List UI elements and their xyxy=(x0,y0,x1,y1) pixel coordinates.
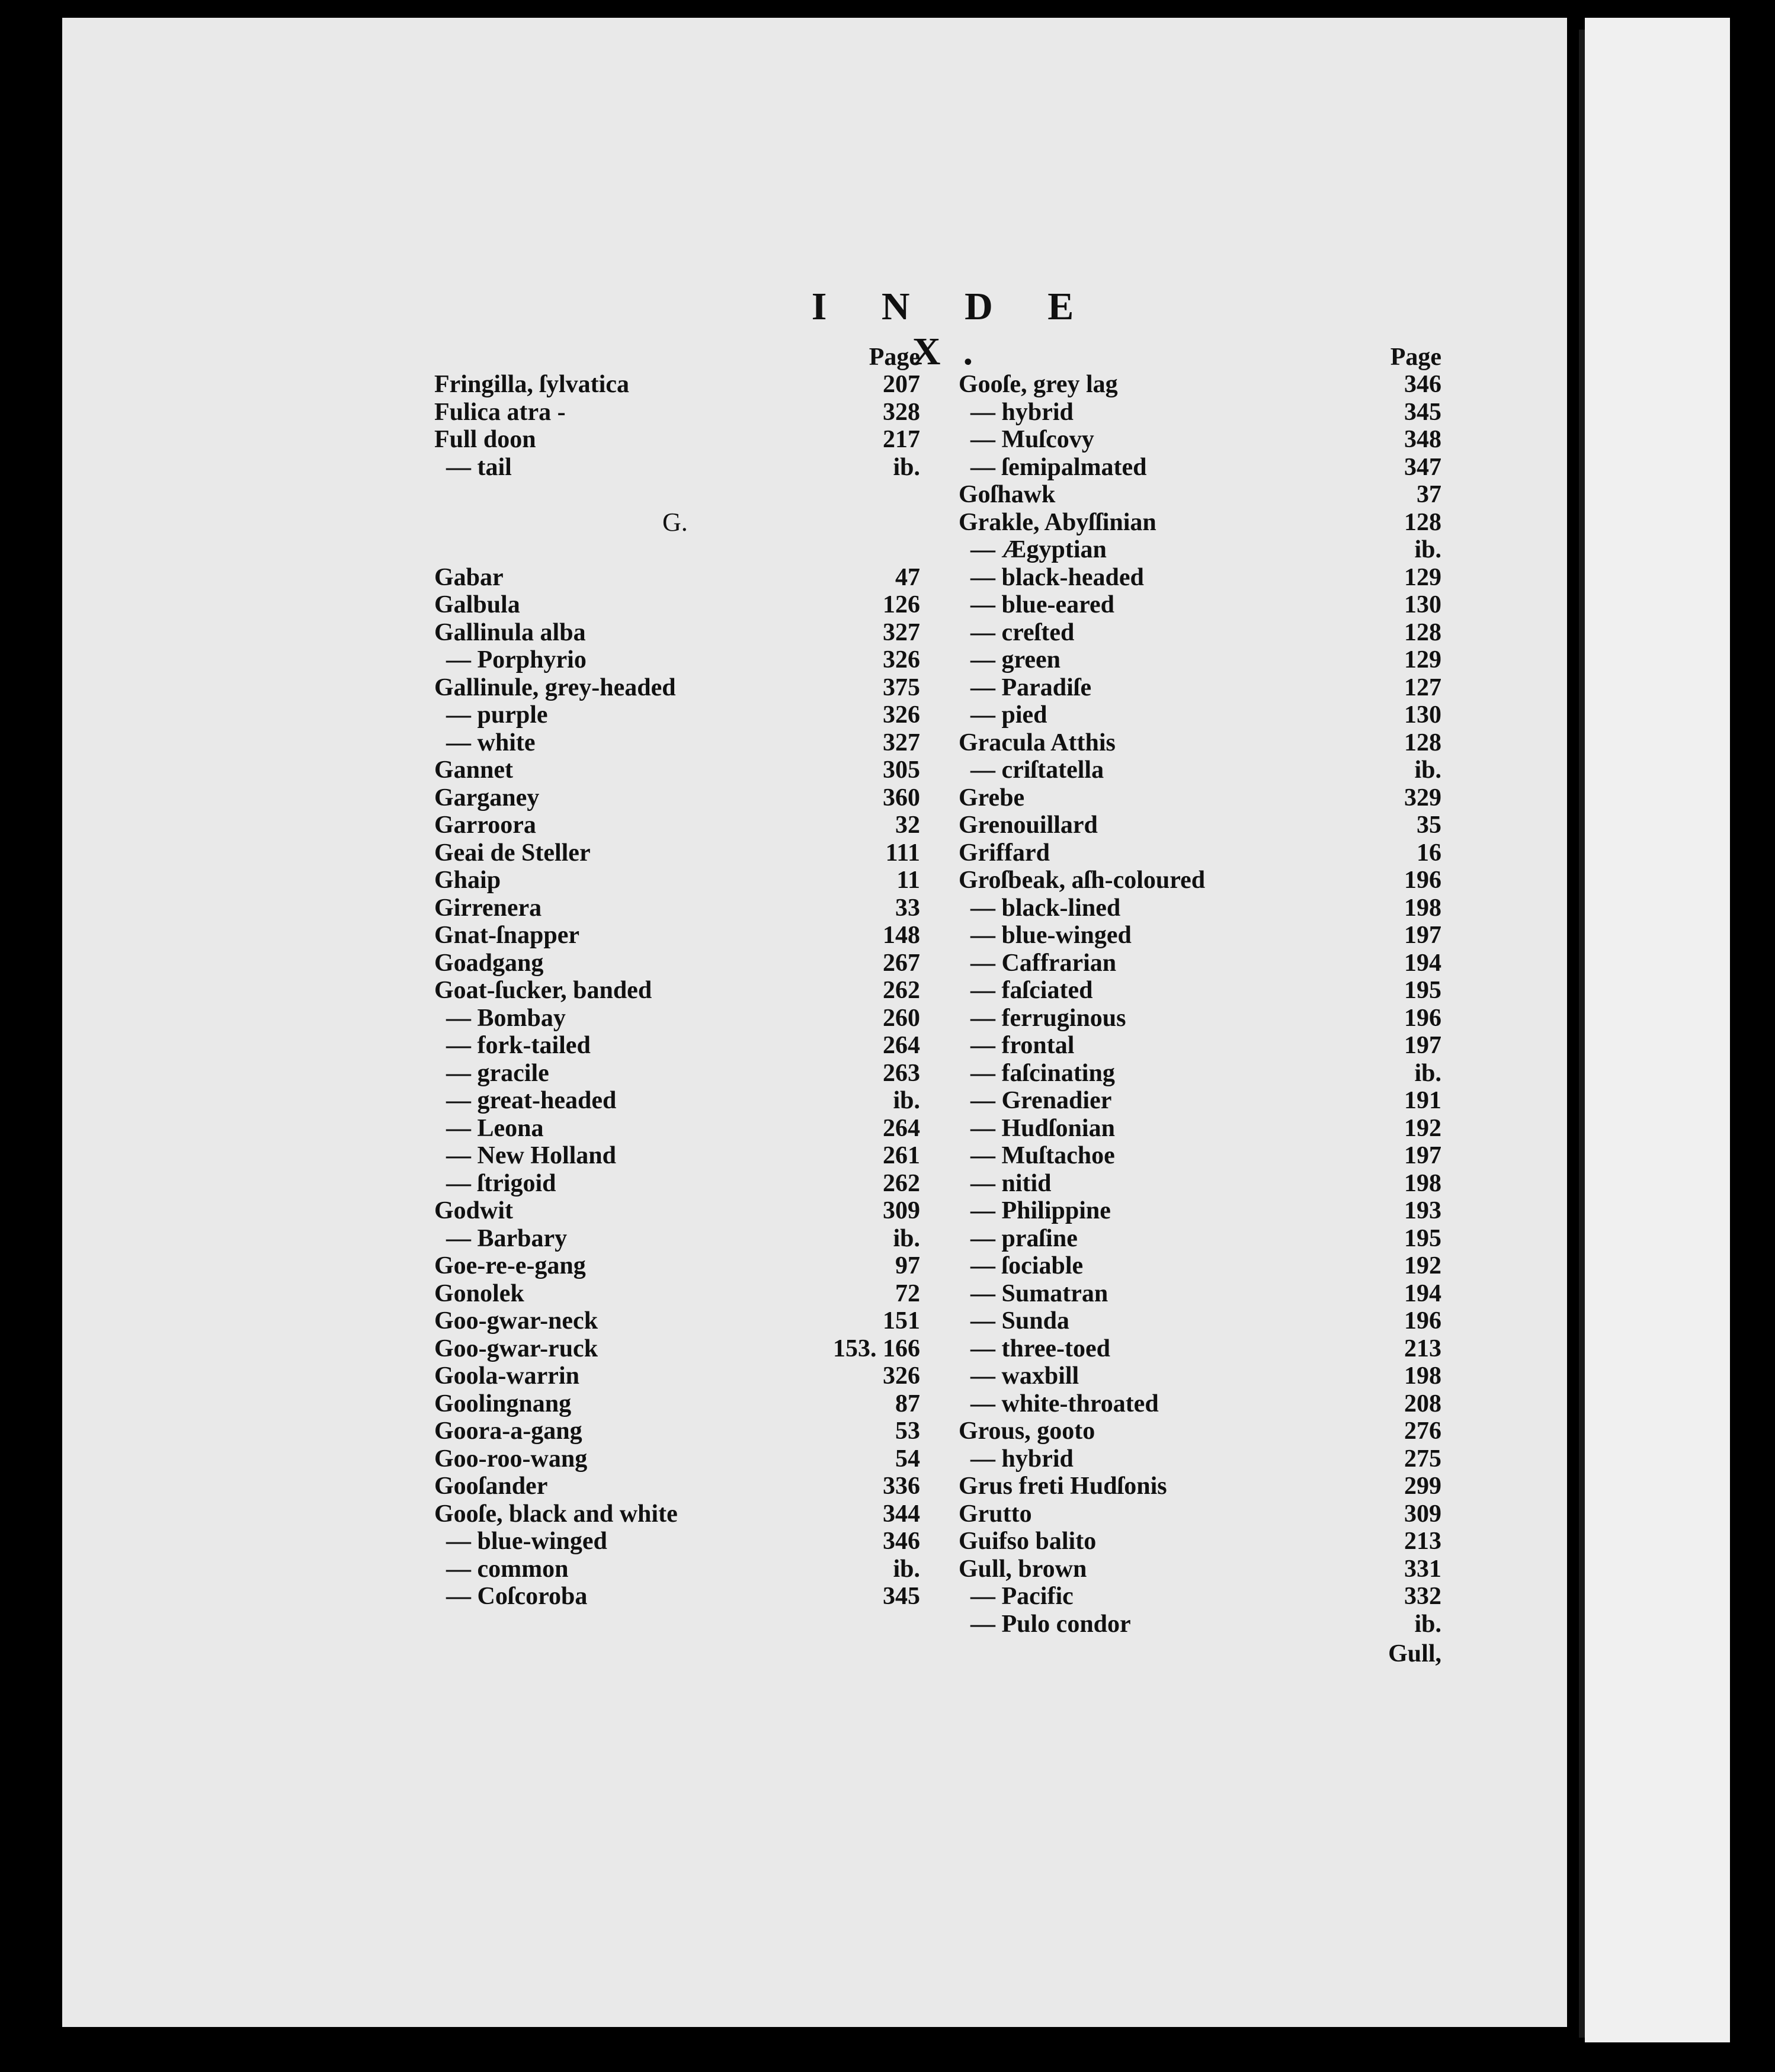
entry-term: — great-headed xyxy=(446,1087,617,1114)
index-entry xyxy=(959,646,1441,674)
index-entry xyxy=(959,1555,1441,1583)
index-entry xyxy=(959,1115,1441,1143)
entry-page: 309 xyxy=(1404,1500,1441,1528)
entry-term: — waxbill xyxy=(970,1362,1079,1390)
index-entry xyxy=(434,1417,920,1445)
entry-page: 207 xyxy=(883,371,920,398)
entry-term: — Barbary xyxy=(446,1224,568,1252)
entry-term: Goo-gwar-neck xyxy=(434,1307,598,1335)
entry-page: ib. xyxy=(893,453,920,481)
index-entry xyxy=(434,701,920,729)
entry-term: — common xyxy=(446,1555,569,1583)
entry-page: 126 xyxy=(883,591,920,618)
index-entry xyxy=(434,399,920,426)
entry-page: 344 xyxy=(883,1500,920,1528)
entry-term: Goe-re-e-gang xyxy=(434,1252,586,1279)
index-entry xyxy=(434,756,920,784)
entry-term: — ſtrigoid xyxy=(446,1169,556,1197)
index-entry xyxy=(959,867,1441,894)
index-entry xyxy=(434,1060,920,1088)
entry-term: — Philippine xyxy=(970,1197,1111,1224)
index-entry xyxy=(434,564,920,592)
entry-page: 360 xyxy=(883,784,920,812)
entry-term: Gnat-ſnapper xyxy=(434,922,580,949)
index-entry xyxy=(959,1225,1441,1253)
index-entry xyxy=(434,1528,920,1555)
index-entry xyxy=(434,646,920,674)
index-entry xyxy=(434,536,920,564)
entry-term: Godwit xyxy=(434,1197,514,1224)
entry-term: — black-lined xyxy=(970,894,1121,922)
entry-term: Goola-warrin xyxy=(434,1362,579,1390)
index-entry xyxy=(959,1060,1441,1088)
index-entry xyxy=(959,977,1441,1005)
index-entry xyxy=(959,894,1441,922)
entry-term: — white-throated xyxy=(970,1390,1159,1417)
index-entry xyxy=(434,950,920,977)
entry-term: — blue-winged xyxy=(970,922,1132,949)
entry-page: 197 xyxy=(1404,1032,1441,1059)
entry-term: Gooſe, grey lag xyxy=(959,371,1118,398)
entry-page: 327 xyxy=(883,618,920,646)
section-letter xyxy=(434,509,920,537)
entry-page: 192 xyxy=(1404,1114,1441,1142)
index-entry xyxy=(434,454,920,482)
index-entry xyxy=(434,977,920,1005)
entry-term: — praſine xyxy=(970,1224,1078,1252)
entry-term: — Caffrarian xyxy=(970,949,1117,977)
entry-term: Fulica atra - xyxy=(434,398,566,426)
index-entry xyxy=(959,509,1441,537)
entry-term: Geai de Steller xyxy=(434,839,591,867)
entry-term: Griffard xyxy=(959,839,1050,867)
entry-term: Grous, gooto xyxy=(959,1417,1095,1445)
entry-page: 213 xyxy=(1404,1528,1441,1555)
entry-term: — pied xyxy=(970,701,1047,729)
entry-page: ib. xyxy=(893,1087,920,1114)
index-entry xyxy=(434,481,920,509)
catchword: Gull, xyxy=(1388,1640,1441,1667)
entry-page: 130 xyxy=(1404,701,1441,729)
entry-term: — ſemipalmated xyxy=(970,453,1147,481)
index-entry xyxy=(959,426,1441,454)
entry-page: 35 xyxy=(1417,812,1441,839)
index-entry xyxy=(959,1583,1441,1611)
entry-page: 328 xyxy=(883,398,920,426)
entry-term: Gallinule, grey-headed xyxy=(434,673,676,701)
entry-page: 128 xyxy=(1404,618,1441,646)
entry-term: — gracile xyxy=(446,1059,549,1087)
entry-term: Gull, brown xyxy=(959,1555,1087,1583)
index-entry xyxy=(434,426,920,454)
entry-term: Guifso balito xyxy=(959,1528,1097,1555)
entry-page: ib. xyxy=(1414,756,1441,784)
entry-page: 129 xyxy=(1404,563,1441,591)
index-entry xyxy=(959,1362,1441,1390)
entry-page: 326 xyxy=(883,701,920,729)
entry-page: 127 xyxy=(1404,673,1441,701)
entry-term: — Leona xyxy=(446,1114,544,1142)
entry-page: 331 xyxy=(1404,1555,1441,1583)
index-entry xyxy=(434,1362,920,1390)
entry-term: Garganey xyxy=(434,784,540,812)
entry-term: — hybrid xyxy=(970,1445,1074,1473)
entry-page: 345 xyxy=(1404,398,1441,426)
entry-page: 198 xyxy=(1404,1169,1441,1197)
entry-page: 195 xyxy=(1404,1224,1441,1252)
entry-page: 53 xyxy=(895,1417,920,1445)
entry-page: 348 xyxy=(1404,426,1441,453)
index-entry xyxy=(434,674,920,702)
entry-page: 151 xyxy=(883,1307,920,1335)
index-entry xyxy=(434,371,920,399)
index-entry xyxy=(959,729,1441,757)
page-column-header: Page xyxy=(869,344,920,371)
entry-page: 213 xyxy=(1404,1335,1441,1362)
index-entry xyxy=(434,1280,920,1308)
index-entry xyxy=(434,812,920,839)
entry-page: 346 xyxy=(883,1528,920,1555)
entry-page: 195 xyxy=(1404,977,1441,1004)
entry-page: 11 xyxy=(896,867,920,894)
index-entry xyxy=(959,1611,1441,1638)
index-entry xyxy=(434,922,920,950)
entry-term: — Paradiſe xyxy=(970,673,1092,701)
entry-term: — Bombay xyxy=(446,1004,566,1032)
entry-term: Gooſander xyxy=(434,1473,548,1500)
entry-term: Goat-ſucker, banded xyxy=(434,977,652,1004)
entry-page: 262 xyxy=(883,977,920,1004)
entry-page: 197 xyxy=(1404,922,1441,949)
entry-term: — ferruginous xyxy=(970,1004,1126,1032)
entry-term: — purple xyxy=(446,701,548,729)
entry-page: 87 xyxy=(895,1390,920,1417)
index-entry xyxy=(959,1417,1441,1445)
index-entry xyxy=(434,1555,920,1583)
entry-page: 198 xyxy=(1404,894,1441,922)
index-entry xyxy=(959,481,1441,509)
index-entry xyxy=(434,1170,920,1198)
entry-page: 128 xyxy=(1404,729,1441,756)
entry-term: — Sumatran xyxy=(970,1279,1108,1307)
entry-page: 153. 166 xyxy=(833,1335,920,1362)
entry-term: Goo-roo-wang xyxy=(434,1445,588,1473)
index-entry xyxy=(434,729,920,757)
index-entry xyxy=(959,922,1441,950)
entry-page: 196 xyxy=(1404,867,1441,894)
index-entry xyxy=(434,867,920,894)
entry-term: — hybrid xyxy=(970,398,1074,426)
entry-page: 208 xyxy=(1404,1390,1441,1417)
index-entry xyxy=(959,619,1441,647)
entry-term: — New Holland xyxy=(446,1142,617,1169)
entry-term: — Grenadier xyxy=(970,1087,1112,1114)
index-entry xyxy=(959,812,1441,839)
index-entry xyxy=(434,619,920,647)
entry-page: 72 xyxy=(895,1279,920,1307)
index-entry xyxy=(434,784,920,812)
index-entry xyxy=(959,1280,1441,1308)
index-entry xyxy=(434,591,920,619)
entry-page: 47 xyxy=(895,563,920,591)
entry-page: 299 xyxy=(1404,1473,1441,1500)
entry-term: — faſcinating xyxy=(970,1059,1115,1087)
index-entry xyxy=(959,1335,1441,1363)
entry-term: Goadgang xyxy=(434,949,544,977)
entry-page: 336 xyxy=(883,1473,920,1500)
entry-term: — Muſcovy xyxy=(970,426,1094,453)
index-entry xyxy=(959,1390,1441,1418)
page-column-header: Page xyxy=(1390,344,1441,371)
index-entry xyxy=(959,1032,1441,1060)
entry-page: ib. xyxy=(1414,1610,1441,1638)
entry-term: — faſciated xyxy=(970,977,1093,1004)
entry-term: Goora-a-gang xyxy=(434,1417,582,1445)
index-entry xyxy=(959,564,1441,592)
entry-page: ib. xyxy=(893,1224,920,1252)
entry-term: — three-toed xyxy=(970,1335,1110,1362)
index-entry xyxy=(959,1252,1441,1280)
index-entry xyxy=(434,1225,920,1253)
index-entry xyxy=(434,839,920,867)
entry-page: ib. xyxy=(893,1555,920,1583)
index-entry xyxy=(959,756,1441,784)
entry-page: 196 xyxy=(1404,1307,1441,1335)
index-entry xyxy=(959,1197,1441,1225)
entry-term: — criſtatella xyxy=(970,756,1104,784)
entry-term: — creſted xyxy=(970,618,1075,646)
entry-page: 32 xyxy=(895,812,920,839)
entry-page: 309 xyxy=(883,1197,920,1224)
entry-term: Grakle, Abyſſinian xyxy=(959,508,1156,536)
index-entry xyxy=(959,1087,1441,1115)
entry-page: 276 xyxy=(1404,1417,1441,1445)
entry-page: 33 xyxy=(895,894,920,922)
entry-term: — tail xyxy=(446,453,512,481)
entry-term: — Coſcoroba xyxy=(446,1583,588,1610)
index-entry xyxy=(434,1583,920,1611)
index-entry xyxy=(434,1142,920,1170)
entry-term: Garroora xyxy=(434,812,536,839)
index-entry xyxy=(959,1142,1441,1170)
entry-page: 346 xyxy=(1404,371,1441,398)
index-entry xyxy=(434,1115,920,1143)
entry-page: 263 xyxy=(883,1059,920,1087)
entry-page: 193 xyxy=(1404,1197,1441,1224)
entry-term: Ghaip xyxy=(434,867,501,894)
entry-page: 332 xyxy=(1404,1583,1441,1610)
index-entry xyxy=(434,1005,920,1032)
entry-term: — frontal xyxy=(970,1032,1075,1059)
entry-page: 37 xyxy=(1417,481,1441,508)
entry-term: Gabar xyxy=(434,563,504,591)
entry-page: 261 xyxy=(883,1142,920,1169)
entry-term: Gonolek xyxy=(434,1279,524,1307)
entry-page: 129 xyxy=(1404,646,1441,673)
entry-page: 196 xyxy=(1404,1004,1441,1032)
index-entry xyxy=(959,399,1441,426)
index-entry xyxy=(959,674,1441,702)
index-entry xyxy=(959,1005,1441,1032)
entry-term: Grutto xyxy=(959,1500,1032,1528)
index-entry xyxy=(959,1500,1441,1528)
index-entry xyxy=(959,1307,1441,1335)
index-entry xyxy=(434,1445,920,1473)
entry-page: 327 xyxy=(883,729,920,756)
index-entry xyxy=(959,1528,1441,1555)
entry-term: Fringilla, ſylvatica xyxy=(434,371,629,398)
index-entry xyxy=(959,701,1441,729)
entry-page: 194 xyxy=(1404,949,1441,977)
entry-term: Goo-gwar-ruck xyxy=(434,1335,598,1362)
entry-page: 305 xyxy=(883,756,920,784)
index-entry xyxy=(959,950,1441,977)
entry-page: 148 xyxy=(883,922,920,949)
index-entry xyxy=(959,784,1441,812)
entry-term: — blue-winged xyxy=(446,1528,607,1555)
entry-page: 54 xyxy=(895,1445,920,1473)
entry-term: Gracula Atthis xyxy=(959,729,1116,756)
entry-term: — Hudſonian xyxy=(970,1114,1115,1142)
entry-term: Groſbeak, aſh-coloured xyxy=(959,867,1206,894)
entry-page: 97 xyxy=(895,1252,920,1279)
entry-page: 194 xyxy=(1404,1279,1441,1307)
entry-term: Grus freti Hudſonis xyxy=(959,1473,1167,1500)
index-entry xyxy=(434,1197,920,1225)
entry-term: Gallinula alba xyxy=(434,618,586,646)
entry-page: 264 xyxy=(883,1114,920,1142)
index-column-left xyxy=(434,344,920,1611)
index-entry xyxy=(959,454,1441,482)
index-entry xyxy=(434,894,920,922)
entry-term: Gannet xyxy=(434,756,514,784)
entry-term: — black-headed xyxy=(970,563,1144,591)
entry-term: — Porphyrio xyxy=(446,646,587,673)
entry-page: 326 xyxy=(883,1362,920,1390)
entry-term: — Pacific xyxy=(970,1583,1074,1610)
entry-page: 191 xyxy=(1404,1087,1441,1114)
entry-page: 347 xyxy=(1404,453,1441,481)
entry-term: Goſhawk xyxy=(959,481,1056,508)
entry-term: Goolingnang xyxy=(434,1390,572,1417)
index-entry xyxy=(434,1390,920,1418)
entry-term: — ſociable xyxy=(970,1252,1084,1279)
entry-page: 197 xyxy=(1404,1142,1441,1169)
facing-page-edge xyxy=(1585,18,1730,2042)
entry-page: 345 xyxy=(883,1583,920,1610)
entry-term: — green xyxy=(970,646,1061,673)
entry-term: — fork-tailed xyxy=(446,1032,591,1059)
index-entry xyxy=(434,1500,920,1528)
entry-page: 267 xyxy=(883,949,920,977)
entry-page: 16 xyxy=(1417,839,1441,867)
index-entry xyxy=(959,1445,1441,1473)
index-entry xyxy=(959,1473,1441,1500)
entry-page: 260 xyxy=(883,1004,920,1032)
entry-term: — Sunda xyxy=(970,1307,1069,1335)
entry-term: — Muſtachoe xyxy=(970,1142,1115,1169)
index-entry xyxy=(434,1335,920,1363)
entry-page: 192 xyxy=(1404,1252,1441,1279)
index-entry xyxy=(434,1252,920,1280)
entry-page: 262 xyxy=(883,1169,920,1197)
index-entry xyxy=(434,1473,920,1500)
entry-page: 128 xyxy=(1404,508,1441,536)
entry-page: ib. xyxy=(1414,536,1441,563)
entry-term: Grenouillard xyxy=(959,812,1098,839)
entry-page: 329 xyxy=(1404,784,1441,812)
entry-page: 111 xyxy=(885,839,920,867)
entry-term: — white xyxy=(446,729,536,756)
entry-term: Girrenera xyxy=(434,894,542,922)
entry-page: 217 xyxy=(883,426,920,453)
index-entry xyxy=(959,1170,1441,1198)
entry-term: G. xyxy=(662,507,688,537)
entry-term: — blue-eared xyxy=(970,591,1115,618)
entry-page: 264 xyxy=(883,1032,920,1059)
page-title: I N D E X. xyxy=(811,285,1097,373)
entry-term: Full doon xyxy=(434,426,536,453)
entry-page: 375 xyxy=(883,673,920,701)
entry-page: 130 xyxy=(1404,591,1441,618)
index-entry xyxy=(434,1307,920,1335)
entry-page: ib. xyxy=(1414,1059,1441,1087)
index-entry xyxy=(959,371,1441,399)
index-entry xyxy=(959,591,1441,619)
entry-term: — Ægyptian xyxy=(970,536,1107,563)
entry-page: 198 xyxy=(1404,1362,1441,1390)
entry-page: 326 xyxy=(883,646,920,673)
index-entry xyxy=(434,1087,920,1115)
index-entry xyxy=(959,536,1441,564)
entry-term: — nitid xyxy=(970,1169,1052,1197)
entry-term: Gooſe, black and white xyxy=(434,1500,678,1528)
entry-term: — Pulo condor xyxy=(970,1610,1131,1638)
index-entry xyxy=(434,1032,920,1060)
index-entry xyxy=(959,839,1441,867)
entry-page: 275 xyxy=(1404,1445,1441,1473)
entry-term: Galbula xyxy=(434,591,520,618)
entry-term: Grebe xyxy=(959,784,1025,812)
index-column-right xyxy=(959,344,1441,1668)
